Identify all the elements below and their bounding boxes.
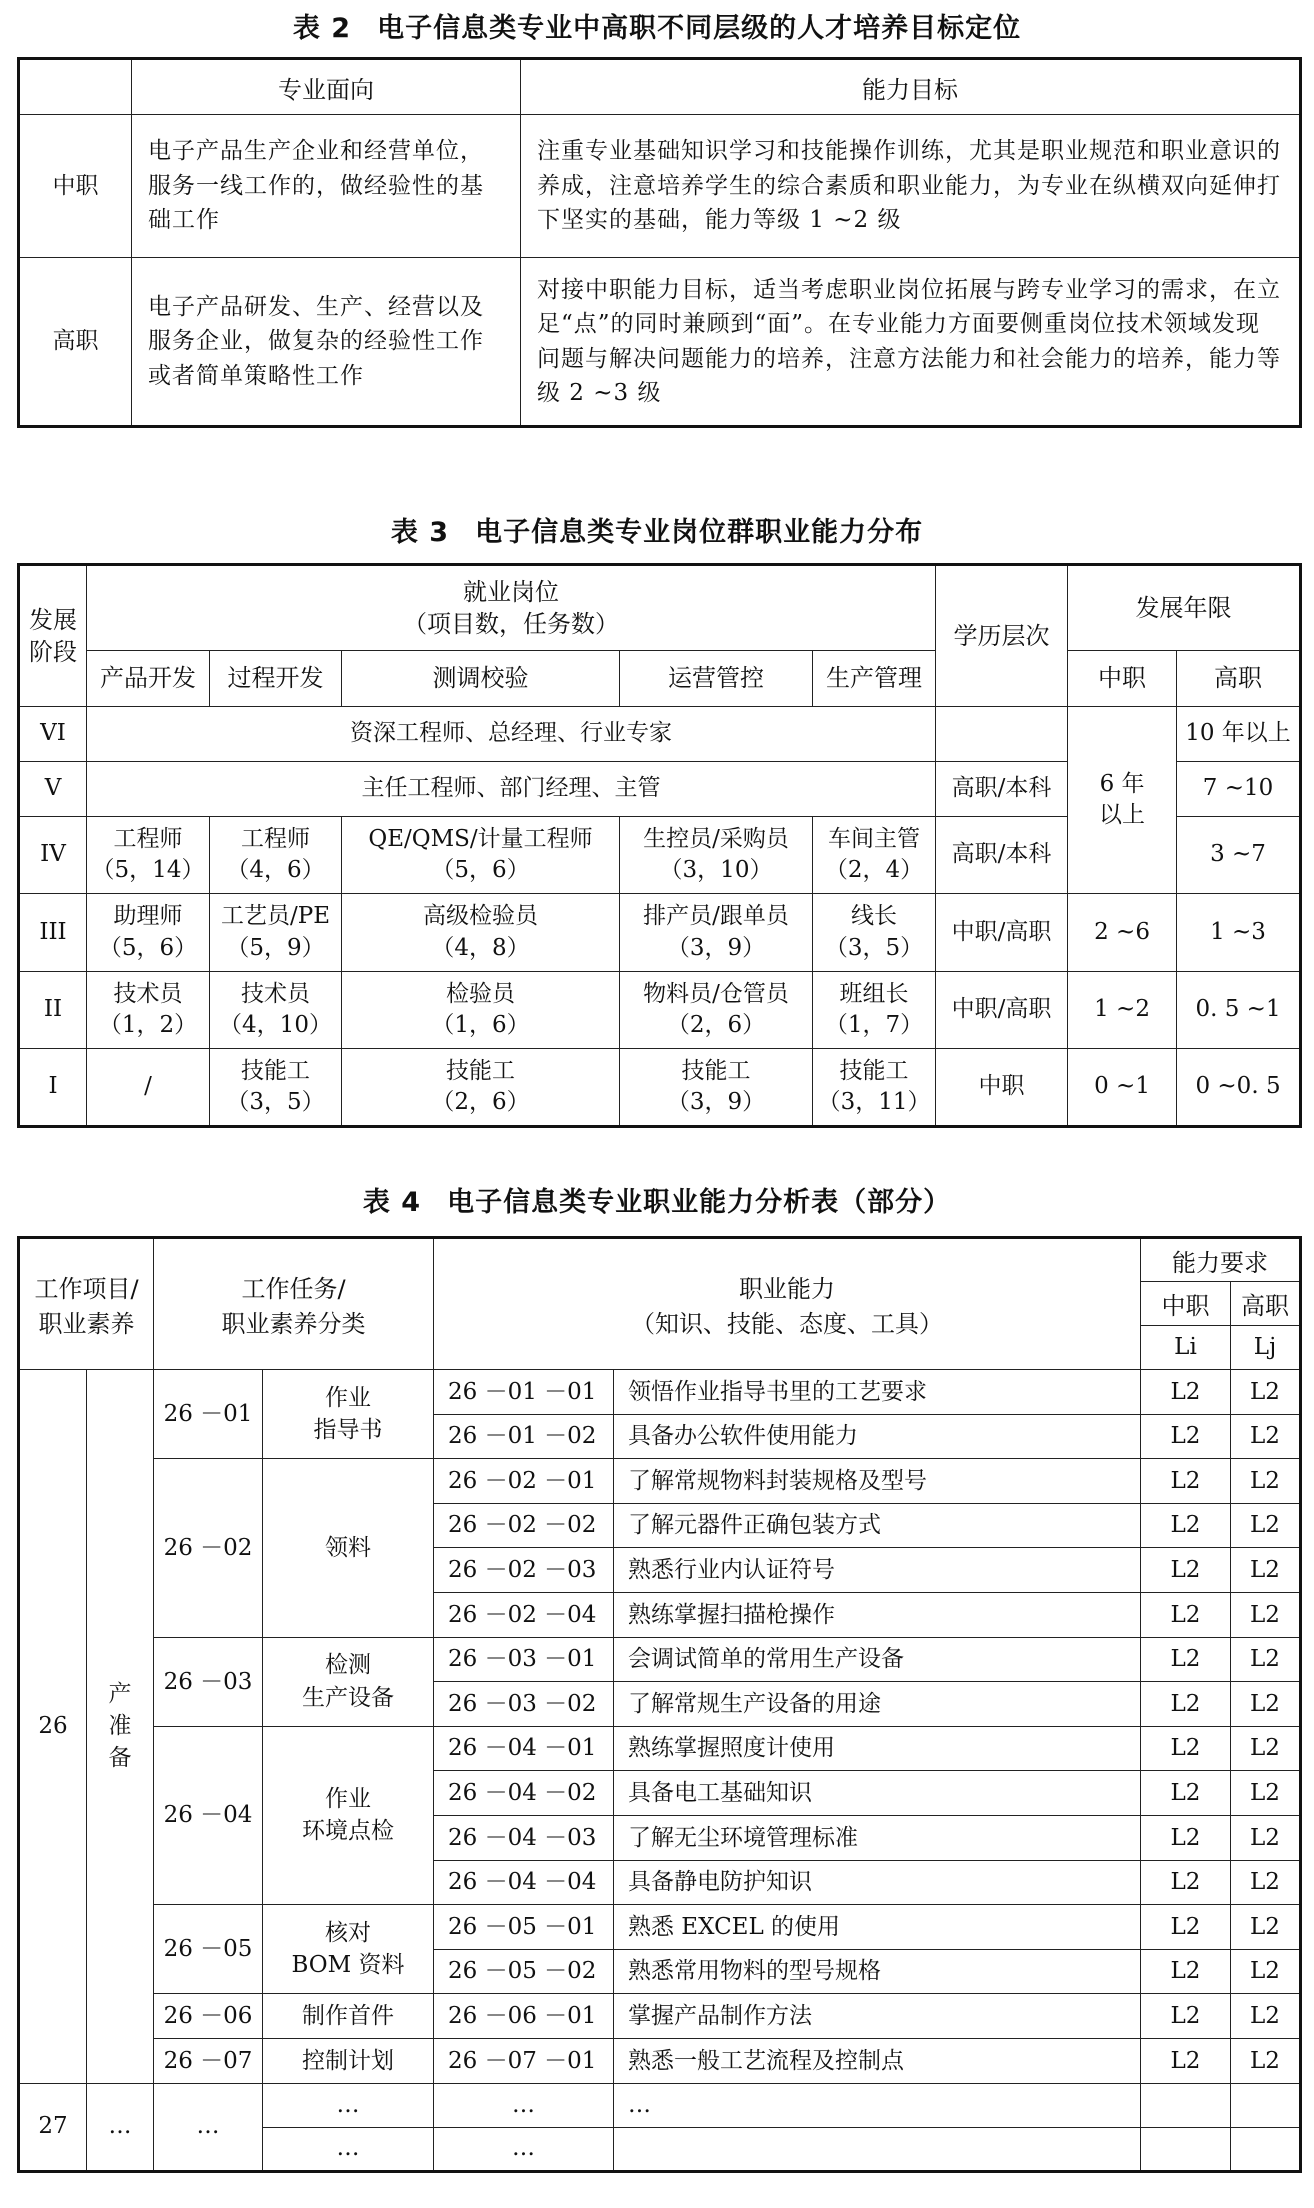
job-cell [210, 817, 342, 894]
job-title: 工程师 [241, 825, 310, 852]
job-count: （3，9） [666, 934, 766, 961]
table3-sub-test: 测调校验 [342, 651, 620, 707]
table4 [17, 1236, 1302, 2173]
ability-text: 领悟作业指导书里的工艺要求 [614, 1370, 1141, 1415]
edu-cell: 中职/高职 [936, 894, 1068, 972]
table2-level: 高职 [19, 258, 132, 427]
jobs-header-line2: （项目数，任务数） [403, 610, 620, 638]
stage-cell: I [19, 1049, 87, 1127]
level-li: L2 [1141, 1592, 1231, 1637]
job-title: 检验员 [446, 980, 515, 1007]
ability-code: … [434, 2127, 614, 2171]
job-title: 技能工 [446, 1057, 515, 1084]
level-li: L2 [1141, 1370, 1231, 1415]
ability-code: 26 －03 －02 [434, 1682, 614, 1727]
level-li: L2 [1141, 1949, 1231, 1994]
task-name-line: 环境点检 [302, 1818, 394, 1845]
level-li: L2 [1141, 1414, 1231, 1459]
ability-row [19, 2083, 1301, 2127]
job-cell [210, 972, 342, 1049]
task-code: 26 －05 [154, 1905, 263, 1994]
job-count: （5，6） [98, 934, 198, 961]
gz-years-cell: 7 ~10 [1177, 762, 1301, 817]
table4-header-row [19, 1238, 1301, 1282]
job-title: 高级检验员 [423, 903, 538, 930]
task-name-line: 生产设备 [302, 1684, 394, 1711]
table2-title: 电子信息类专业中高职不同层级的人才培养目标定位 [377, 13, 1022, 44]
table2-orientation: 电子产品生产企业和经营单位，服务一线工作的，做经验性的基础工作 [132, 115, 521, 258]
table3-sub-gz: 高职 [1177, 651, 1301, 707]
job-title: 技术员 [113, 980, 183, 1007]
table2-row [19, 115, 1301, 258]
table3 [17, 563, 1302, 1128]
zz-years-cell: 0 ~1 [1068, 1049, 1177, 1127]
level-li: L2 [1141, 1860, 1231, 1905]
task-header-line1: 工作任务/ [241, 1275, 346, 1303]
job-count: （3，11） [817, 1089, 931, 1115]
table3-caption [0, 510, 1314, 549]
level-li: L2 [1141, 1548, 1231, 1593]
table4-header-lj: Lj [1231, 1326, 1301, 1370]
ability-header-line2: （知识、技能、态度、工具） [631, 1310, 943, 1338]
ability-text: 熟练掌握扫描枪操作 [614, 1592, 1141, 1637]
task-name-line: 核对 [325, 1920, 371, 1947]
edu-cell: 高职/本科 [936, 817, 1068, 894]
table2-goal: 注重专业基础知识学习和技能操作训练，尤其是职业规范和职业意识的养成，注意培养学生的综合素质和职业能力，为专业在纵横双向延伸打下坚实的基础，能力等级 1 ~2 级 [521, 115, 1301, 258]
job-count: （1，2） [98, 1012, 198, 1038]
table4-header-req: 能力要求 [1141, 1238, 1301, 1282]
table2-header-goal: 能力目标 [521, 59, 1301, 115]
job-count: （3，9） [666, 1089, 766, 1115]
job-cell [342, 817, 620, 894]
job-cell [813, 894, 936, 972]
table4-caption [0, 1180, 1314, 1219]
level-lj: L2 [1231, 1949, 1301, 1994]
item-header-line2: 职业素养 [38, 1310, 135, 1338]
job-count: （5，14） [91, 857, 205, 883]
task-code: 26 －03 [154, 1637, 263, 1726]
ability-text: 熟悉 EXCEL 的使用 [614, 1905, 1141, 1950]
ability-text: 具备电工基础知识 [614, 1771, 1141, 1816]
table4-header-zz: 中职 [1141, 1282, 1231, 1326]
stage-cell: II [19, 972, 87, 1049]
table3-sub-zz: 中职 [1068, 651, 1177, 707]
job-cell [813, 817, 936, 894]
job-cell [813, 972, 936, 1049]
ability-code: 26 －02 －01 [434, 1459, 614, 1504]
table3-number: 表 3 [390, 517, 450, 548]
ability-row [19, 2038, 1301, 2083]
ability-text: 了解元器件正确包装方式 [614, 1503, 1141, 1548]
ability-code: 26 －01 －02 [434, 1414, 614, 1459]
job-title: 线长 [851, 903, 898, 930]
table4-header-item [19, 1238, 154, 1370]
item-name: … [87, 2083, 154, 2171]
ability-code: … [434, 2083, 614, 2127]
table2-caption [0, 6, 1314, 45]
table2-number: 表 2 [292, 13, 352, 44]
gz-years-cell: 0 ~0. 5 [1177, 1049, 1301, 1127]
ability-text [614, 2127, 1141, 2171]
item-name-char: 备 [108, 1745, 132, 1772]
table3-row [19, 1049, 1301, 1127]
job-count: （3，5） [824, 934, 924, 961]
level-li [1141, 2127, 1231, 2171]
table4-header-task [154, 1238, 434, 1370]
task-code: 26 －07 [154, 2038, 263, 2083]
task-name-line: 领料 [325, 1534, 371, 1561]
task-name [263, 1459, 434, 1637]
table3-sub-product: 产品开发 [87, 651, 210, 707]
table3-sub-prod: 生产管理 [813, 651, 936, 707]
table3-row [19, 894, 1301, 972]
item-header-line1: 工作项目/ [34, 1275, 139, 1303]
level-lj: L2 [1231, 2038, 1301, 2083]
ability-code: 26 －02 －04 [434, 1592, 614, 1637]
edu-cell: 高职/本科 [936, 762, 1068, 817]
jobs-cell: 资深工程师、总经理、行业专家 [87, 707, 936, 762]
job-count: （3，5） [226, 1089, 325, 1115]
table3-subheader-row [19, 651, 1301, 707]
job-count: （4，8） [431, 934, 530, 961]
table3-row [19, 972, 1301, 1049]
job-title: 工艺员/PE [220, 903, 330, 930]
job-cell [87, 817, 210, 894]
zz-years-cell: 2 ~6 [1068, 894, 1177, 972]
table4-header-li: Li [1141, 1326, 1231, 1370]
job-cell [210, 1049, 342, 1127]
level-li: L2 [1141, 1459, 1231, 1504]
table2-goal: 对接中职能力目标，适当考虑职业岗位拓展与跨专业学习的需求，在立足“点”的同时兼顾到“面”。在专业能力方面要侧重岗位技术领域发现问题与解决问题能力的培养，注意方法能力和社会能力的培养，能力等级 2 ~3 级 [521, 258, 1301, 427]
level-li: L2 [1141, 1994, 1231, 2039]
job-title: QE/QMS/计量工程师 [368, 825, 593, 852]
task-code: 26 －06 [154, 1994, 263, 2039]
edu-cell [936, 707, 1068, 762]
ability-code: 26 －06 －01 [434, 1994, 614, 2039]
ability-row [19, 1370, 1301, 1415]
table3-header-row [19, 565, 1301, 651]
task-name [263, 1637, 434, 1726]
job-cell [342, 1049, 620, 1127]
ability-text: 掌握产品制作方法 [614, 1994, 1141, 2039]
zz-years-cell: 1 ~2 [1068, 972, 1177, 1049]
job-title: 技术员 [241, 980, 310, 1007]
level-li: L2 [1141, 1637, 1231, 1682]
ability-code: 26 －05 －02 [434, 1949, 614, 1994]
table3-row [19, 707, 1301, 762]
stage-cell: VI [19, 707, 87, 762]
zz-years-line1: 6 年 [1099, 770, 1145, 797]
ability-code: 26 －05 －01 [434, 1905, 614, 1950]
job-title: 排产员/跟单员 [643, 903, 789, 930]
level-lj: L2 [1231, 1548, 1301, 1593]
table3-sub-ops: 运营管控 [620, 651, 813, 707]
stage-header-text: 发展阶段 [29, 605, 77, 666]
ability-text: 熟悉一般工艺流程及控制点 [614, 2038, 1141, 2083]
table3-header-stage [19, 565, 87, 707]
job-cell [342, 972, 620, 1049]
task-code: 26 －01 [154, 1370, 263, 1459]
ability-text: … [614, 2083, 1141, 2127]
level-lj: L2 [1231, 1726, 1301, 1771]
level-lj: L2 [1231, 1414, 1301, 1459]
job-count: （2，6） [666, 1012, 766, 1038]
table3-header-years: 发展年限 [1068, 565, 1301, 651]
job-count: （4，10） [219, 1012, 332, 1038]
job-title: 技能工 [681, 1057, 751, 1084]
job-title: 生控员/采购员 [643, 825, 789, 852]
job-count: （5，9） [226, 934, 325, 961]
level-lj [1231, 2127, 1301, 2171]
job-cell [620, 972, 813, 1049]
table3-sub-process: 过程开发 [210, 651, 342, 707]
item-name-char: 准 [108, 1713, 132, 1740]
job-count: （2，4） [824, 857, 924, 883]
table4-number: 表 4 [362, 1187, 422, 1218]
job-cell [87, 1049, 210, 1127]
level-li [1141, 2083, 1231, 2127]
stage-cell: V [19, 762, 87, 817]
level-lj: L2 [1231, 1370, 1301, 1415]
zz-years-line2: 以上 [1099, 802, 1146, 828]
task-header-line2: 职业素养分类 [221, 1310, 366, 1338]
task-code: 26 －02 [154, 1459, 263, 1637]
table2-row [19, 258, 1301, 427]
level-lj: L2 [1231, 1592, 1301, 1637]
gz-years-cell: 10 年以上 [1177, 707, 1301, 762]
table3-title: 电子信息类专业岗位群职业能力分布 [475, 517, 924, 548]
task-name [263, 1905, 434, 1994]
level-lj: L2 [1231, 1637, 1301, 1682]
ability-row [19, 1905, 1301, 1950]
table2-orientation: 电子产品研发、生产、经营以及服务企业，做复杂的经验性工作或者简单策略性工作 [132, 258, 521, 427]
job-cell [620, 894, 813, 972]
stage-cell: IV [19, 817, 87, 894]
ability-code: 26 －02 －02 [434, 1503, 614, 1548]
ability-text: 了解常规生产设备的用途 [614, 1682, 1141, 1727]
ability-code: 26 －07 －01 [434, 2038, 614, 2083]
job-title: 助理师 [113, 903, 183, 930]
table2-header-empty [19, 59, 132, 115]
level-lj: L2 [1231, 1771, 1301, 1816]
job-count: （3，10） [659, 857, 773, 883]
table3-header-jobs [87, 565, 936, 651]
table3-header-edu: 学历层次 [936, 565, 1068, 707]
task-name-line: 检测 [325, 1652, 371, 1679]
task-name-line: BOM 资料 [291, 1952, 405, 1979]
level-li: L2 [1141, 1771, 1231, 1816]
table4-title: 电子信息类专业职业能力分析表（部分） [447, 1187, 952, 1218]
job-cell [813, 1049, 936, 1127]
level-lj: L2 [1231, 1682, 1301, 1727]
item-name-char: 产 [108, 1680, 132, 1707]
ability-code: 26 －04 －04 [434, 1860, 614, 1905]
gz-years-cell: 0. 5 ~1 [1177, 972, 1301, 1049]
job-count: （4，6） [226, 857, 325, 883]
ability-text: 具备办公软件使用能力 [614, 1414, 1141, 1459]
job-count: （2，6） [431, 1089, 530, 1115]
ability-code: 26 －04 －03 [434, 1815, 614, 1860]
ability-code: 26 －03 －01 [434, 1637, 614, 1682]
job-title: 工程师 [113, 825, 183, 852]
stage-cell: III [19, 894, 87, 972]
ability-code: 26 －01 －01 [434, 1370, 614, 1415]
job-title: 物料员/仓管员 [643, 980, 789, 1007]
level-li: L2 [1141, 2038, 1231, 2083]
table4-header-ability [434, 1238, 1141, 1370]
item-number: 27 [19, 2083, 87, 2171]
level-lj [1231, 2083, 1301, 2127]
gz-years-cell: 3 ~7 [1177, 817, 1301, 894]
jobs-header-line1: 就业岗位 [463, 577, 560, 606]
job-cell [87, 972, 210, 1049]
ability-row [19, 1994, 1301, 2039]
job-cell [210, 894, 342, 972]
ability-code: 26 －02 －03 [434, 1548, 614, 1593]
level-lj: L2 [1231, 1815, 1301, 1860]
job-count: （5，6） [431, 857, 530, 883]
job-cell [620, 1049, 813, 1127]
ability-header-line1: 职业能力 [739, 1275, 835, 1303]
job-title: 技能工 [839, 1057, 909, 1084]
item-number: 26 [19, 1370, 87, 2084]
ability-code: 26 －04 －02 [434, 1771, 614, 1816]
ability-text: 熟练掌握照度计使用 [614, 1726, 1141, 1771]
ability-row [19, 1459, 1301, 1504]
level-lj: L2 [1231, 1459, 1301, 1504]
ability-text: 熟悉常用物料的型号规格 [614, 1949, 1141, 1994]
level-lj: L2 [1231, 1860, 1301, 1905]
ability-code: 26 －04 －01 [434, 1726, 614, 1771]
table2-header-row [19, 59, 1301, 115]
level-li: L2 [1141, 1726, 1231, 1771]
task-code: 26 －04 [154, 1726, 263, 1904]
task-name-line: 作业 [325, 1384, 371, 1411]
table2 [17, 57, 1302, 428]
jobs-cell: 主任工程师、部门经理、主管 [87, 762, 936, 817]
job-title: / [144, 1073, 152, 1100]
ability-text: 了解常规物料封装规格及型号 [614, 1459, 1141, 1504]
task-name-line: 作业 [325, 1786, 371, 1813]
job-title: 车间主管 [828, 825, 921, 852]
edu-cell: 中职 [936, 1049, 1068, 1127]
job-count: （1，6） [431, 1012, 530, 1038]
job-title: 技能工 [241, 1057, 310, 1084]
job-count: （1，7） [824, 1012, 924, 1038]
job-cell [620, 817, 813, 894]
job-title: 班组长 [839, 980, 909, 1007]
level-li: L2 [1141, 1815, 1231, 1860]
task-name: … [263, 2127, 434, 2171]
gz-years-cell: 1 ~3 [1177, 894, 1301, 972]
zz-years-merged [1068, 707, 1177, 894]
task-name: 制作首件 [263, 1994, 434, 2039]
table2-header-orientation: 专业面向 [132, 59, 521, 115]
ability-row [19, 1726, 1301, 1771]
task-name-line: 指导书 [313, 1417, 383, 1444]
job-cell [342, 894, 620, 972]
task-code: … [154, 2083, 263, 2171]
item-name [87, 1370, 154, 2084]
level-li: L2 [1141, 1682, 1231, 1727]
edu-cell: 中职/高职 [936, 972, 1068, 1049]
table4-header-gz: 高职 [1231, 1282, 1301, 1326]
ability-text: 了解无尘环境管理标准 [614, 1815, 1141, 1860]
ability-text: 熟悉行业内认证符号 [614, 1548, 1141, 1593]
job-cell [87, 894, 210, 972]
ability-text: 会调试简单的常用生产设备 [614, 1637, 1141, 1682]
level-lj: L2 [1231, 1503, 1301, 1548]
ability-text: 具备静电防护知识 [614, 1860, 1141, 1905]
task-name [263, 1370, 434, 1459]
level-lj: L2 [1231, 1905, 1301, 1950]
ability-row [19, 1637, 1301, 1682]
task-name: 控制计划 [263, 2038, 434, 2083]
level-lj: L2 [1231, 1994, 1301, 2039]
task-name: … [263, 2083, 434, 2127]
table2-level: 中职 [19, 115, 132, 258]
level-li: L2 [1141, 1503, 1231, 1548]
task-name [263, 1726, 434, 1904]
level-li: L2 [1141, 1905, 1231, 1950]
